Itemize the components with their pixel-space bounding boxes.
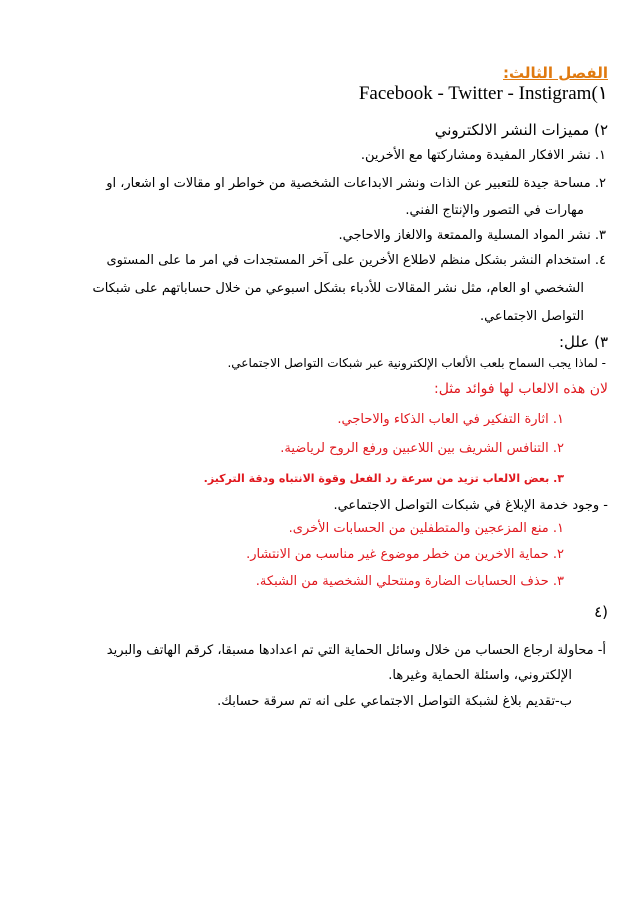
s3-answer-2: ٢. التنافس الشريف بين اللاعبين ورفع الروح لرياضية. xyxy=(280,441,564,456)
s2-item-4: ٤. استخدام النشر بشكل منظم لاطلاع الأخرين على آخر المستجدات في امر ما على المستوى xyxy=(106,253,606,268)
s2-item-4-cont-2: التواصل الاجتماعي. xyxy=(479,309,584,324)
chapter-title: الفصل الثالث: xyxy=(503,64,608,82)
s2-item-1: ١. نشر الافكار المفيدة ومشاركتها مع الأخرين. xyxy=(360,148,606,163)
s3-answer-head: لان هذه الالعاب لها فوائد مثل: xyxy=(433,381,608,397)
s3-service-item-2: ٢. حماية الاخرين من خطر موضوع غير مناسب من الانتشار. xyxy=(246,547,564,562)
s2-item-2-cont: مهارات في التصور والإنتاج الفني. xyxy=(405,203,584,218)
s3-question: - لماذا يجب السماح بلعب الألعاب الإلكترونية عبر شبكات التواصل الاجتماعي. xyxy=(227,356,606,370)
s3-service-item-1: ١. منع المزعجين والمتطفلين من الحسابات الأخرى. xyxy=(288,521,564,536)
s4-b-line: ب-تقديم بلاغ لشبكة التواصل الاجتماعي على انه تم سرقة حسابك. xyxy=(217,694,572,709)
s2-item-3: ٣. نشر المواد المسلية والممتعة والالغاز والاحاجي. xyxy=(338,228,606,243)
s3-service: - وجود خدمة الإبلاغ في شبكات التواصل الاجتماعي. xyxy=(333,498,608,513)
section-4-title: ٤) xyxy=(594,603,608,621)
platforms-line: Facebook - Twitter - Instigram(١ xyxy=(358,83,608,104)
section-2-title: ٢) مميزات النشر الالكتروني xyxy=(434,121,608,139)
s2-item-2: ٢. مساحة جيدة للتعبير عن الذات ونشر الابداعات الشخصية من خواطر او مقالات او اشعار، او xyxy=(106,176,606,191)
s2-item-4-cont-1: الشخصي او العام، مثل نشر المقالات للأدباء بشكل اسبوعي من خلال حساباتهم على شبكات xyxy=(92,281,584,296)
s3-service-item-3: ٣. حذف الحسابات الضارة ومنتحلي الشخصية من الشبكة. xyxy=(255,574,564,589)
s4-a-line-2: الإلكتروني، واسئلة الحماية وغيرها. xyxy=(388,668,572,683)
s4-a-line-1: أ- محاولة ارجاع الحساب من خلال وسائل الحماية التي تم اعدادها مسبقا، كرقم الهاتف والبريد xyxy=(106,643,606,658)
s3-answer-3: ٣. بعض الالعاب تزيد من سرعة رد الفعل وقوة الانتباه ودقة التركيز. xyxy=(203,472,564,485)
s3-answer-1: ١. اثارة التفكير في العاب الذكاء والاحاجي. xyxy=(337,412,564,427)
section-3-title: ٣) علل: xyxy=(558,333,608,351)
